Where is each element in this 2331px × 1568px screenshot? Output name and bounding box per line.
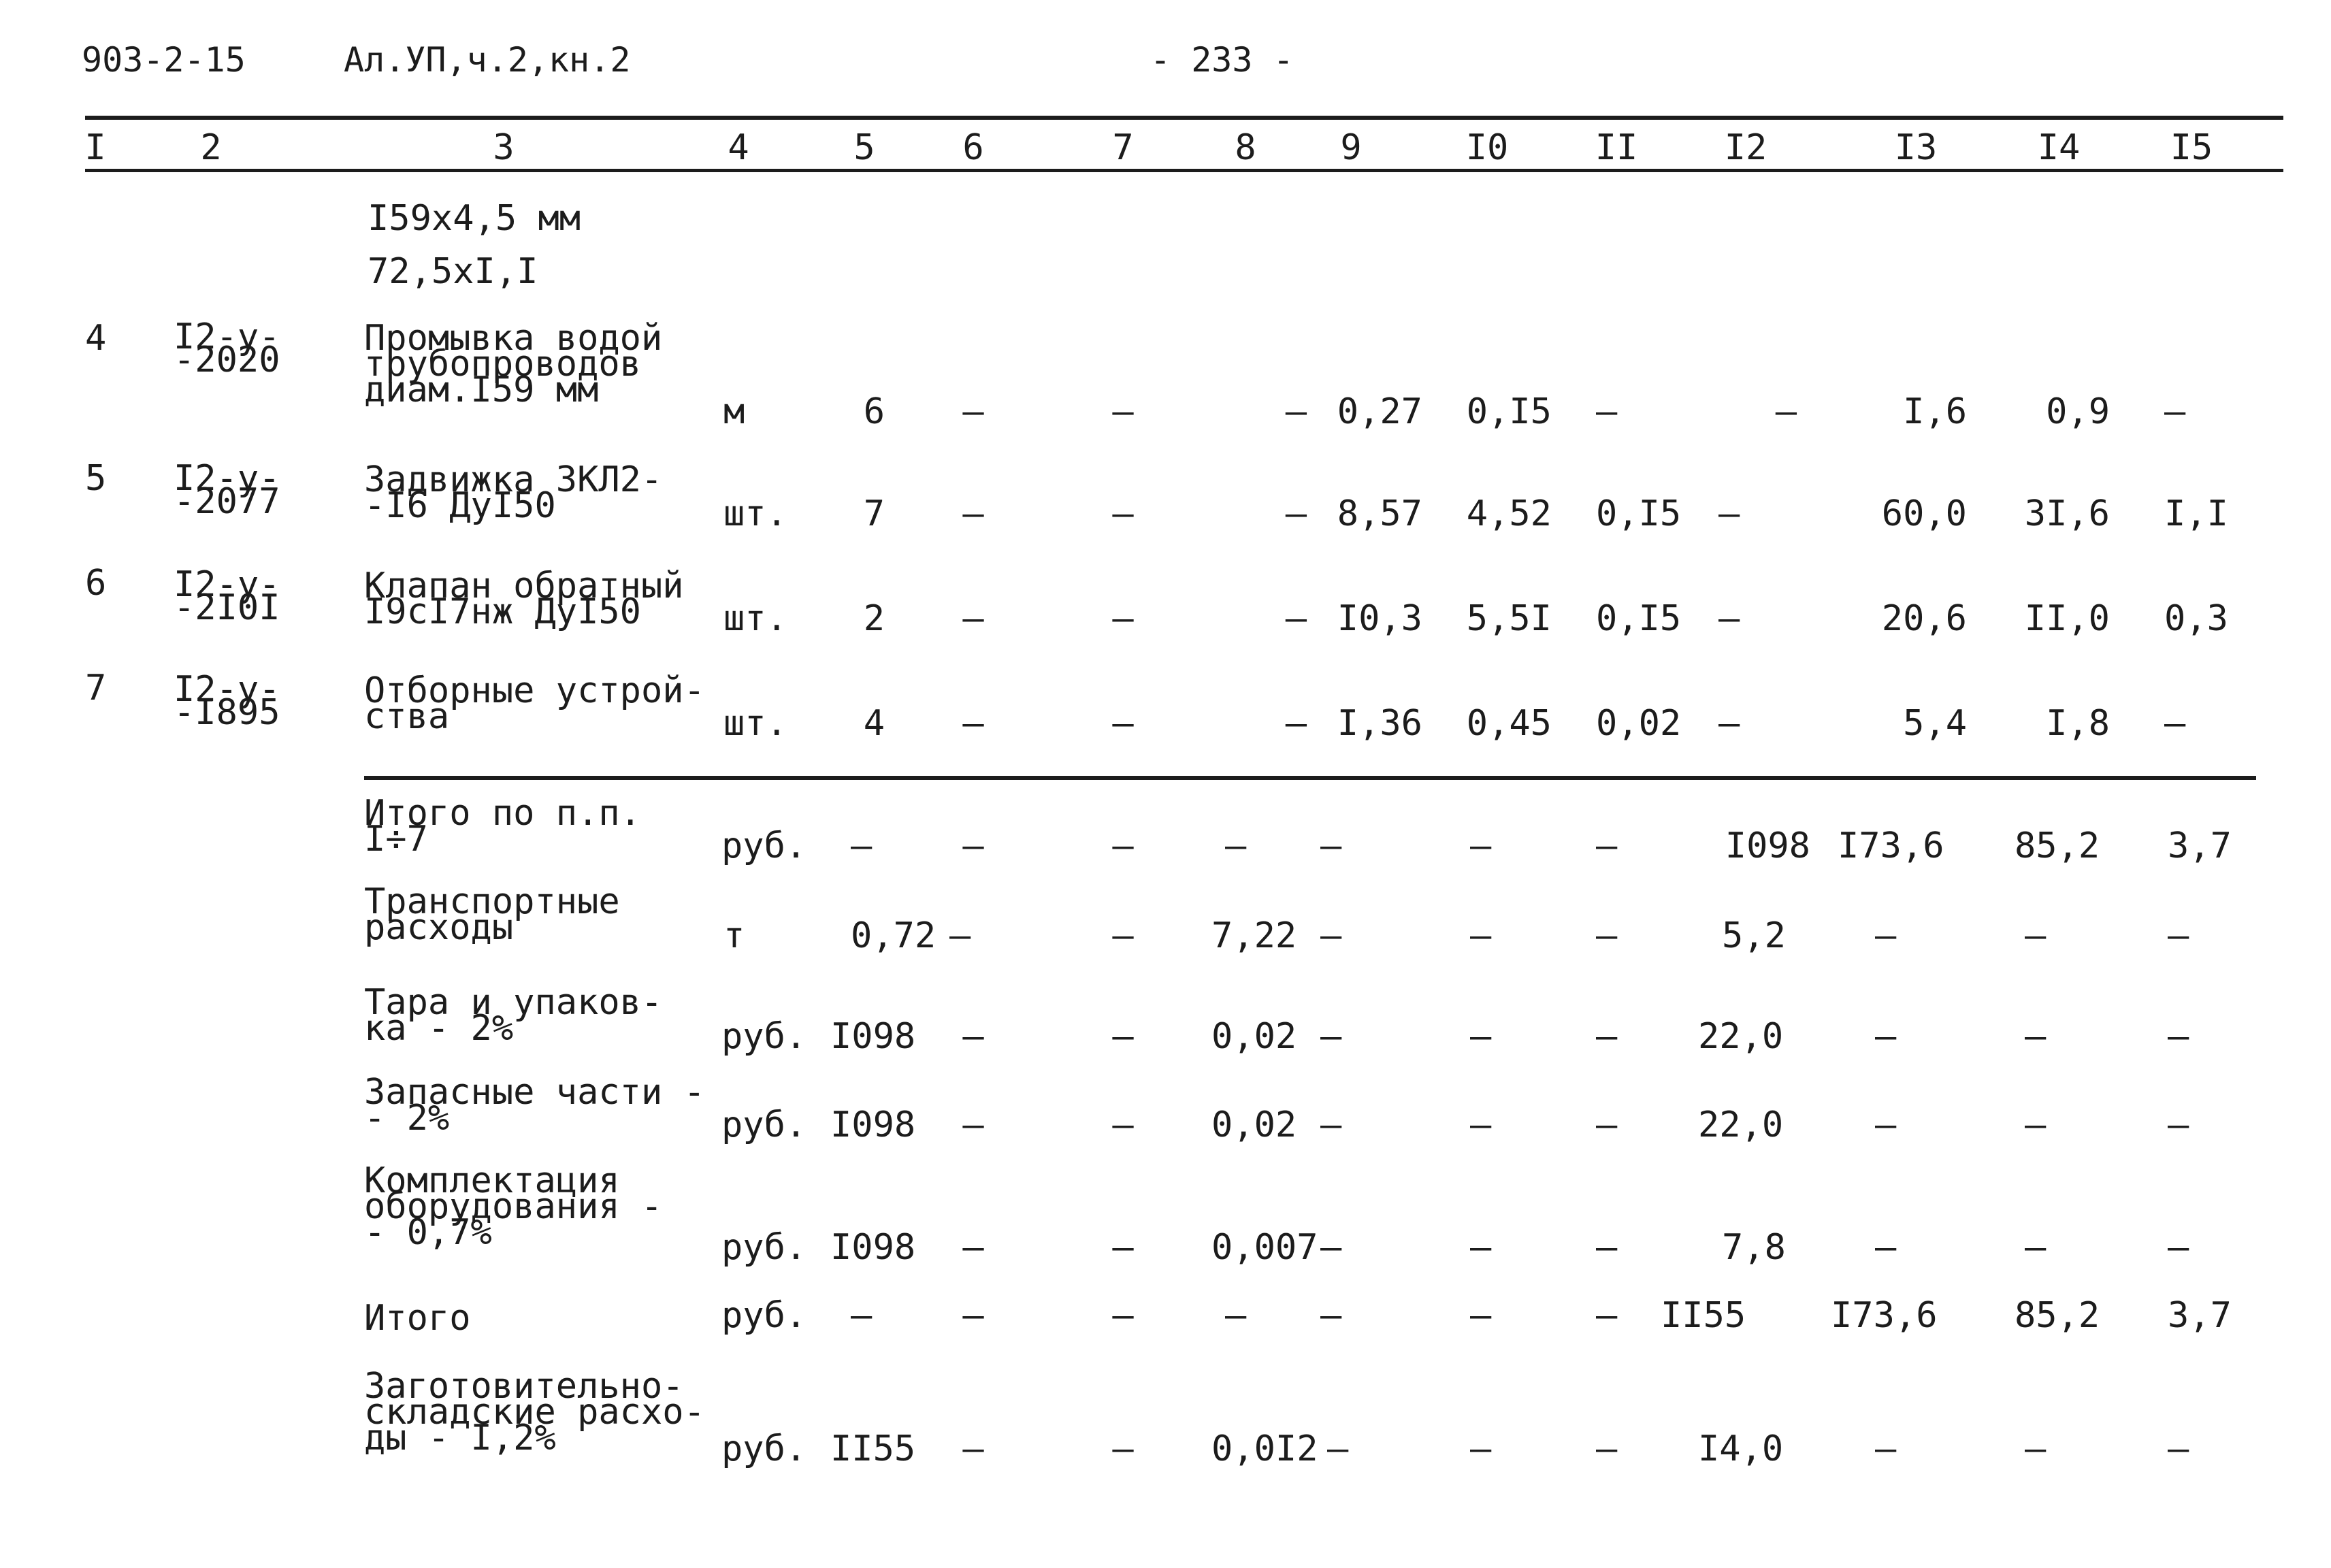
cell-col5: – bbox=[851, 1295, 873, 1336]
cell-col15: – bbox=[2168, 1227, 2189, 1268]
cell-col7: – bbox=[1112, 1428, 1134, 1469]
cell-col15: 3,7 bbox=[2168, 1295, 2232, 1336]
cell-col14: 85,2 bbox=[2015, 1295, 2100, 1336]
cell-col14: I,8 bbox=[2046, 703, 2110, 744]
cell-col6: – bbox=[962, 598, 984, 639]
cell-col15: – bbox=[2168, 1105, 2189, 1145]
cell-col6: – bbox=[949, 915, 971, 956]
cell-col15: – bbox=[2168, 915, 2189, 956]
header-rule bbox=[85, 169, 2283, 172]
cell-col8: – bbox=[1285, 598, 1307, 639]
cell-col8: – bbox=[1285, 493, 1307, 534]
cell-col8: – bbox=[1285, 391, 1307, 432]
col-header-5: 5 bbox=[853, 127, 875, 168]
col-header-9: 9 bbox=[1340, 127, 1362, 168]
cell-col7: – bbox=[1112, 915, 1134, 956]
cell-col12: II55 bbox=[1661, 1295, 1746, 1336]
cell-col11: – bbox=[1596, 1105, 1618, 1145]
cell-col8: 0,02 bbox=[1211, 1105, 1297, 1145]
cell-col6: – bbox=[962, 1016, 984, 1057]
cell-col13: – bbox=[1875, 915, 1897, 956]
col-header-12: I2 bbox=[1724, 127, 1767, 168]
cell-col8: – bbox=[1225, 1295, 1247, 1336]
cell-col15: – bbox=[2164, 391, 2186, 432]
cell-col10: 0,45 bbox=[1466, 703, 1552, 744]
col-header-15: I5 bbox=[2170, 127, 2213, 168]
cell-col14: – bbox=[2025, 1227, 2047, 1268]
cell-col12: – bbox=[1775, 391, 1797, 432]
cell-col6: – bbox=[962, 1428, 984, 1469]
cell-col5: 7 bbox=[863, 493, 885, 534]
item-description: Промывка водой трубопроводов диам.I59 мм bbox=[364, 318, 663, 410]
cell-col8: 7,22 bbox=[1211, 915, 1297, 956]
cell-col8: 0,0I2 bbox=[1211, 1428, 1318, 1469]
totals-rule bbox=[364, 776, 2256, 780]
cell-col15: – bbox=[2168, 1016, 2189, 1057]
col-header-14: I4 bbox=[2037, 127, 2081, 168]
cell-col10: 5,5I bbox=[1466, 598, 1552, 639]
cell-col13: – bbox=[1875, 1227, 1897, 1268]
item-number: 4 bbox=[85, 318, 107, 359]
item-code: I2-у- -I895 bbox=[174, 669, 280, 733]
col-header-11: II bbox=[1595, 127, 1638, 168]
cell-col10: 4,52 bbox=[1466, 493, 1552, 534]
cell-col8: – bbox=[1225, 826, 1247, 866]
cell-col5: I098 bbox=[830, 1016, 916, 1057]
cell-col10: – bbox=[1470, 1227, 1492, 1268]
cell-col9: – bbox=[1320, 915, 1342, 956]
cell-col11: 0,I5 bbox=[1596, 493, 1682, 534]
item-code: I2-у- -2I0I bbox=[174, 564, 280, 628]
cell-col6: – bbox=[962, 1295, 984, 1336]
summary-unit: т bbox=[723, 915, 745, 956]
cell-col11: – bbox=[1596, 826, 1618, 866]
cell-col15: 3,7 bbox=[2168, 826, 2232, 866]
cell-col14: 3I,6 bbox=[2024, 493, 2110, 534]
cell-col10: 0,I5 bbox=[1466, 391, 1552, 432]
summary-description: Тара и упаков- ка - 2% bbox=[364, 982, 663, 1049]
continuation-line-1: I59x4,5 мм bbox=[368, 198, 581, 239]
cell-col10: – bbox=[1470, 915, 1492, 956]
cell-col14: – bbox=[2025, 915, 2047, 956]
cell-col13: 20,6 bbox=[1881, 598, 1967, 639]
summary-description: Заготовительно- складские расхо- ды - I,2% bbox=[364, 1366, 705, 1458]
item-description: Задвижка ЗКЛ2- -I6 ДуI50 bbox=[364, 459, 663, 526]
summary-description: Итого по п.п. I÷7 bbox=[364, 793, 641, 860]
cell-col9: – bbox=[1320, 1295, 1342, 1336]
cell-col11: 0,02 bbox=[1596, 703, 1682, 744]
cell-col14: – bbox=[2025, 1428, 2047, 1469]
cell-col14: – bbox=[2025, 1105, 2047, 1145]
cell-col14: – bbox=[2025, 1016, 2047, 1057]
cell-col12: – bbox=[1718, 703, 1740, 744]
summary-description: Транспортные расходы bbox=[364, 881, 620, 948]
cell-col5: I098 bbox=[830, 1105, 916, 1145]
cell-col7: – bbox=[1112, 1016, 1134, 1057]
cell-col7: – bbox=[1112, 598, 1134, 639]
col-header-8: 8 bbox=[1235, 127, 1256, 168]
cell-col8: – bbox=[1285, 703, 1307, 744]
cell-col11: 0,I5 bbox=[1596, 598, 1682, 639]
cell-col12: 5,2 bbox=[1722, 915, 1786, 956]
cell-col10: – bbox=[1470, 1016, 1492, 1057]
cell-col13: I73,6 bbox=[1831, 1295, 1938, 1336]
cell-col8: 0,02 bbox=[1211, 1016, 1297, 1057]
item-code: I2-у- -2020 bbox=[174, 316, 280, 380]
cell-col9: 0,27 bbox=[1337, 391, 1422, 432]
cell-col6: – bbox=[962, 391, 984, 432]
cell-col9: – bbox=[1320, 1016, 1342, 1057]
summary-unit: руб. bbox=[721, 1016, 807, 1057]
item-description: Клапан обратный I9cI7нж ДуI50 bbox=[364, 566, 684, 632]
summary-unit: руб. bbox=[721, 826, 807, 866]
cell-col9: – bbox=[1320, 1227, 1342, 1268]
item-number: 5 bbox=[85, 458, 107, 499]
cell-col13: I73,6 bbox=[1838, 826, 1944, 866]
cell-col7: – bbox=[1112, 1295, 1134, 1336]
col-header-10: I0 bbox=[1465, 127, 1509, 168]
cell-col10: – bbox=[1470, 826, 1492, 866]
cell-col7: – bbox=[1112, 826, 1134, 866]
cell-col11: – bbox=[1596, 1227, 1618, 1268]
col-header-2: 2 bbox=[200, 127, 222, 168]
summary-unit: руб. bbox=[721, 1227, 807, 1268]
cell-col14: 85,2 bbox=[2015, 826, 2100, 866]
cell-col12: 22,0 bbox=[1698, 1016, 1784, 1057]
summary-description: Запасные части - - 2% bbox=[364, 1072, 705, 1139]
summary-unit: руб. bbox=[721, 1428, 807, 1469]
cell-col6: – bbox=[962, 826, 984, 866]
cell-col13: – bbox=[1875, 1428, 1897, 1469]
cell-col5: I098 bbox=[830, 1227, 916, 1268]
cell-col12: I098 bbox=[1725, 826, 1810, 866]
cell-col11: – bbox=[1596, 1428, 1618, 1469]
col-header-6: 6 bbox=[962, 127, 984, 168]
cell-col13: 5,4 bbox=[1903, 703, 1967, 744]
summary-description: Комплектация оборудования - - 0,7% bbox=[364, 1160, 663, 1253]
cell-col7: – bbox=[1112, 493, 1134, 534]
item-unit: шт. bbox=[723, 493, 787, 534]
cell-col14: II,0 bbox=[2024, 598, 2110, 639]
item-unit: м bbox=[723, 391, 745, 432]
summary-unit: руб. bbox=[721, 1295, 807, 1336]
cell-col6: – bbox=[962, 1105, 984, 1145]
cell-col9: 8,57 bbox=[1337, 493, 1422, 534]
item-description: Отборные устрой- ства bbox=[364, 670, 705, 737]
page-number: - 233 - bbox=[1150, 40, 1294, 80]
col-header-4: 4 bbox=[728, 127, 749, 168]
cell-col9: I,36 bbox=[1337, 703, 1422, 744]
cell-col7: – bbox=[1112, 703, 1134, 744]
cell-col11: – bbox=[1596, 1295, 1618, 1336]
item-unit: шт. bbox=[723, 703, 787, 744]
col-header-1: I bbox=[84, 127, 106, 168]
cell-col5: II55 bbox=[830, 1428, 916, 1469]
cell-col13: – bbox=[1875, 1016, 1897, 1057]
cell-col6: – bbox=[962, 493, 984, 534]
cell-col9: – bbox=[1320, 826, 1342, 866]
cell-col11: – bbox=[1596, 391, 1618, 432]
item-number: 6 bbox=[85, 563, 107, 604]
cell-col5: 4 bbox=[863, 703, 885, 744]
cell-col5: 2 bbox=[863, 598, 885, 639]
col-header-3: 3 bbox=[493, 127, 515, 168]
cell-col5: – bbox=[851, 826, 873, 866]
cell-col11: – bbox=[1596, 915, 1618, 956]
cell-col7: – bbox=[1112, 1105, 1134, 1145]
doc-code: 903-2-15 bbox=[82, 40, 246, 80]
summary-description: Итого bbox=[364, 1298, 471, 1339]
cell-col15: I,I bbox=[2164, 493, 2228, 534]
cell-col5: 0,72 bbox=[851, 915, 936, 956]
cell-col15: 0,3 bbox=[2164, 598, 2228, 639]
cell-col10: – bbox=[1470, 1428, 1492, 1469]
summary-unit: руб. bbox=[721, 1105, 807, 1145]
cell-col13: 60,0 bbox=[1881, 493, 1967, 534]
album-ref: Ал.УП,ч.2,кн.2 bbox=[344, 40, 631, 80]
cell-col15: – bbox=[2164, 703, 2186, 744]
cell-col14: 0,9 bbox=[2046, 391, 2110, 432]
cell-col12: 7,8 bbox=[1722, 1227, 1786, 1268]
cell-col12: I4,0 bbox=[1698, 1428, 1784, 1469]
cell-col9: I0,3 bbox=[1337, 598, 1422, 639]
cell-col13: I,6 bbox=[1903, 391, 1967, 432]
item-number: 7 bbox=[85, 668, 107, 708]
cell-col7: – bbox=[1112, 1227, 1134, 1268]
cell-col5: 6 bbox=[863, 391, 885, 432]
cell-col12: – bbox=[1718, 598, 1740, 639]
cell-col10: – bbox=[1470, 1105, 1492, 1145]
cell-col12: – bbox=[1718, 493, 1740, 534]
col-header-7: 7 bbox=[1112, 127, 1134, 168]
col-header-13: I3 bbox=[1894, 127, 1938, 168]
top-rule bbox=[85, 116, 2283, 120]
cell-col10: – bbox=[1470, 1295, 1492, 1336]
cell-col12: 22,0 bbox=[1698, 1105, 1784, 1145]
cell-col8: 0,007 bbox=[1211, 1227, 1318, 1268]
item-unit: шт. bbox=[723, 598, 787, 639]
item-code: I2-у- -2077 bbox=[174, 458, 280, 522]
cell-col9: – bbox=[1320, 1105, 1342, 1145]
cell-col6: – bbox=[962, 1227, 984, 1268]
cell-col7: – bbox=[1112, 391, 1134, 432]
cell-col15: – bbox=[2168, 1428, 2189, 1469]
cell-col9: – bbox=[1327, 1428, 1349, 1469]
continuation-line-2: 72,5xI,I bbox=[368, 251, 538, 292]
cell-col11: – bbox=[1596, 1016, 1618, 1057]
cell-col6: – bbox=[962, 703, 984, 744]
cell-col13: – bbox=[1875, 1105, 1897, 1145]
